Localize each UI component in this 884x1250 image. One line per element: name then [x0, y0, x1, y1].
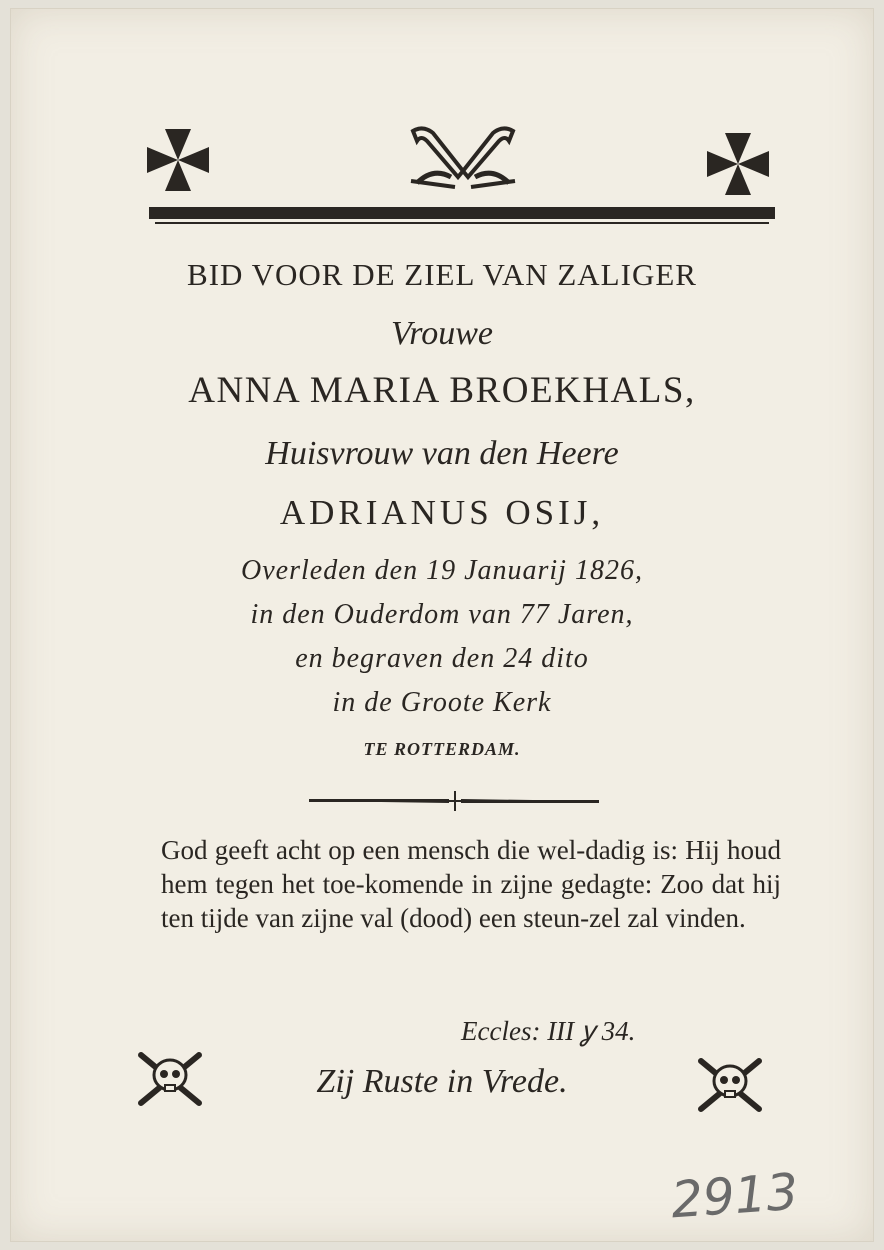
- buried-line: en begraven den 24 dito: [295, 643, 589, 674]
- scripture-verse: God geeft acht op een mensch die wel-dadig is: Hij houd hem tegen het toe-komende in zijne gedagte: Zoo dat hij ten tijde van zijne val (dood) een steun-zel zal vinden.: [161, 835, 781, 933]
- died-line: Overleden den 19 Januarij 1826,: [241, 555, 643, 586]
- cross-divider-icon: [309, 789, 599, 813]
- left-cross-icon: [143, 125, 213, 195]
- title-word: Vrouwe: [391, 315, 493, 352]
- heading: BID VOOR DE ZIEL VAN ZALIGER: [187, 257, 697, 292]
- city-line: TE ROTTERDAM.: [363, 739, 521, 759]
- top-rule: [149, 205, 775, 227]
- verse-source: Eccles: III ỿ 34.: [461, 1016, 636, 1046]
- memorial-card: [10, 8, 874, 1242]
- husband-name: ADRIANUS OSIJ,: [279, 493, 605, 532]
- closing-line: Zij Ruste in Vrede.: [316, 1063, 568, 1100]
- top-ornaments: [11, 119, 873, 199]
- skull-right-icon: [695, 1053, 765, 1117]
- relation-line: Huisvrouw van den Heere: [265, 435, 619, 472]
- crossed-emblem-icon: [403, 121, 523, 193]
- age-line: in den Ouderdom van 77 Jaren,: [250, 599, 634, 630]
- right-cross-icon: [703, 129, 773, 199]
- handwritten-number: 2913: [669, 1162, 801, 1230]
- church-line: in de Groote Kerk: [332, 687, 552, 718]
- deceased-name: ANNA MARIA BROEKHALS,: [188, 370, 696, 411]
